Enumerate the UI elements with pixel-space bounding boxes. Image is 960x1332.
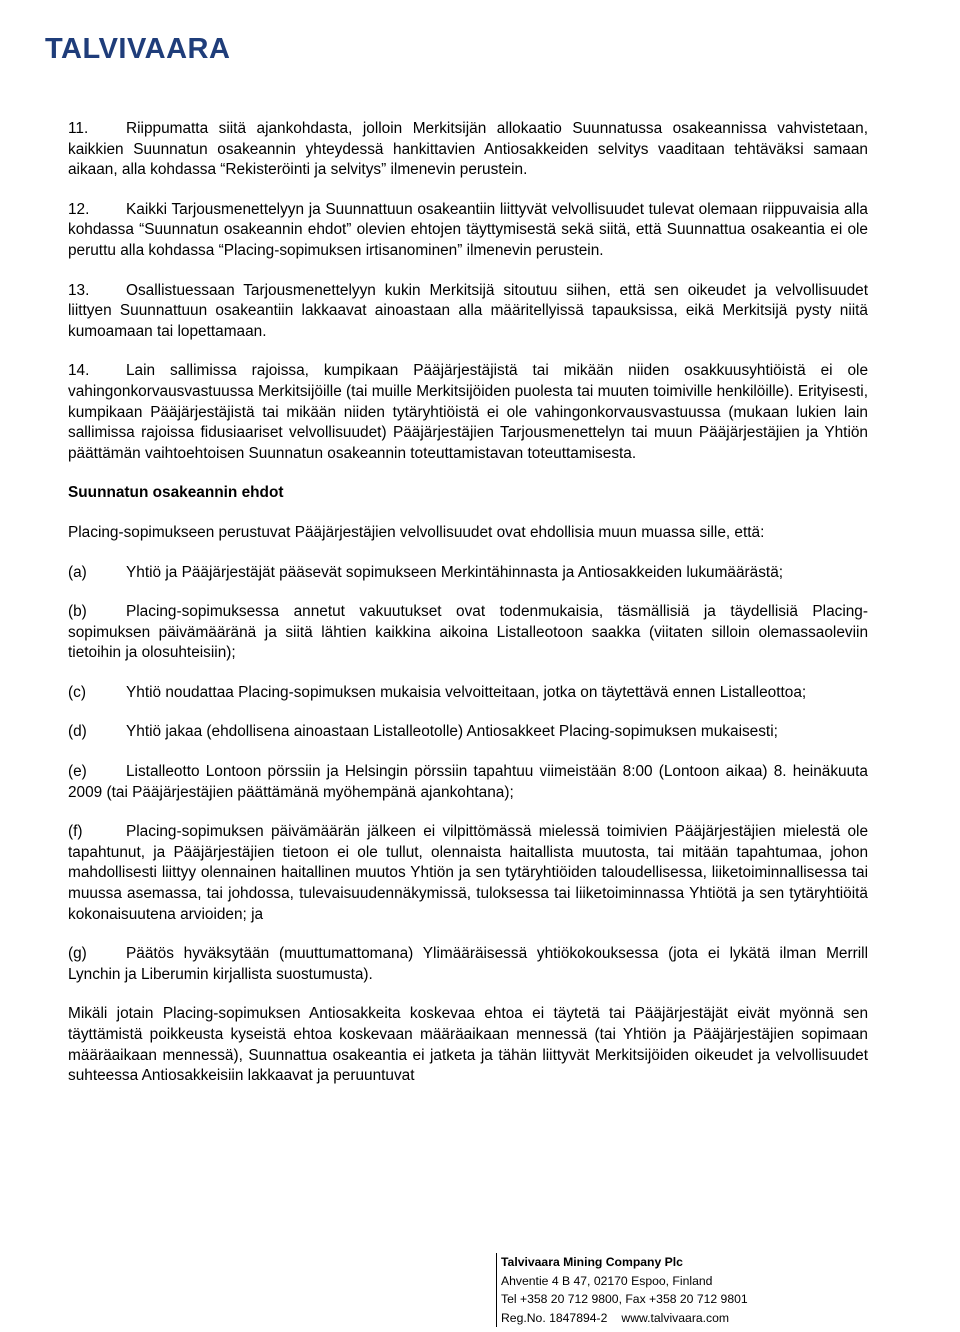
footer-phone: Tel +358 20 712 9800, Fax +358 20 712 9801 (501, 1292, 748, 1306)
condition-text: Placing-sopimuksessa annetut vakuutukset ovat todenmukaisia, täsmällisiä ja täydellisiä Placing-sopimuksen päivämääränä ja siitä lähtien kaikkina aikoina Listalleotoon saakka (viitaten silloin olemassaoleviin tietoihin ja olosuhteisiin); (68, 603, 868, 662)
paragraph-text: Riippumatta siitä ajankohdasta, jolloin Merkitsijän allokaatio Suunnatussa osakeannissa vahvistetaan, kaikkien Suunnatun osakeannin yhteydessä hankittavien Antiosakkeiden selvitys vaaditaan tehtäväksi samaan aikaan, alla kohdassa “Rekisteröinti ja selvitys” ilmenevin perustein. (68, 120, 868, 179)
numbered-paragraph-12 (68, 200, 868, 262)
footer-website-link[interactable]: www.talvivaara.com (621, 1310, 730, 1325)
condition-label: (e) (68, 763, 87, 781)
numbered-paragraph-11 (68, 119, 868, 181)
condition-label: (a) (68, 563, 87, 581)
footer-address: Ahventie 4 B 47, 02170 Espoo, Finland (501, 1273, 713, 1288)
condition-text: Listalleotto Lontoon pörssiin ja Helsingin pörssiin tapahtuu viimeistään 8:00 (Lontoon aikaa) 8. heinäkuuta 2009 (tai Pääjärjestäjien päättämänä myöhempänä ajankohtana); (68, 763, 868, 801)
footer-company-name: Talvivaara Mining Company Plc (501, 1255, 683, 1269)
condition-label: (f) (68, 823, 83, 841)
section-heading: Suunnatun osakeannin ehdot (68, 484, 284, 502)
paragraph-text: Osallistuessaan Tarjousmenettelyyn kukin Merkitsijä sitoutuu siihen, että sen oikeudet ja velvollisuudet liittyen Suunnattuun osakeantiin lakkaavat ainoastaan alla määritellyissä tapauksissa, eikä Merkitsijä pysty niitä kumoamaan tai lopettamaan. (68, 281, 868, 340)
footer-registration-line (501, 1309, 941, 1328)
paragraph-number: 11. (68, 120, 89, 137)
condition-text: Yhtiö jakaa (ehdollisena ainoastaan Listalleotolle) Antiosakkeet Placing-sopimuksen mukaisesti; (126, 723, 778, 741)
condition-g (68, 944, 868, 985)
closing-paragraph: Mikäli jotain Placing-sopimuksen Antiosakkeita koskevaa ehtoa ei täytetä tai Pääjärjestäjät eivät myönnä sen täyttämistä poikkeusta kyseistä ehtoa koskevaan määräaikaan mennessä (tai Yhtiön ja Pääjärjestäjien sopimaan määräaikaan mennessä), Suunnattua osakeantia ei jatketa ja tähän liittyvät Merkitsijöiden oikeudet ja velvollisuudet suhteessa Antiosakkeisiin lakkaavat ja peruuntuvat (68, 1005, 868, 1085)
condition-label: (g) (68, 945, 87, 963)
condition-text: Yhtiö ja Pääjärjestäjät pääsevät sopimukseen Merkintähinnasta ja Antiosakkeiden lukumäärästä; (126, 563, 784, 581)
document-body (68, 119, 868, 1106)
condition-text: Yhtiö noudattaa Placing-sopimuksen mukaisia velvoitteitaan, jotka on täytettävä ennen Listalleottoa; (126, 683, 807, 701)
footer-reg-number: Reg.No. 1847894-2 (501, 1310, 608, 1325)
condition-text: Päätös hyväksytään (muuttumattomana) Ylimääräisessä yhtiökokouksessa (jota ei lykätä ilman Merrill Lynchin ja Liberumin kirjallista suostumusta). (68, 945, 868, 983)
company-logo: TALVIVAARA (45, 33, 231, 65)
section-intro: Placing-sopimukseen perustuvat Pääjärjestäjien velvollisuudet ovat ehdollisia muun muassa sille, että: (68, 523, 765, 541)
condition-c (68, 683, 868, 704)
company-footer (496, 1253, 941, 1327)
paragraph-text: Kaikki Tarjousmenettelyyn ja Suunnattuun osakeantiin liittyvät velvollisuudet tulevat olemaan riippuvaisia alla kohdassa “Suunnatun osakeannin ehdot” olevien ehtojen täyttymisestä sekä siitä, että Suunnattua osakeantia ei ole peruttu alla kohdassa “Placing-sopimuksen irtisanominen” ilmenevin perustein. (68, 200, 868, 259)
condition-label: (b) (68, 603, 87, 621)
condition-label: (d) (68, 723, 87, 741)
condition-text: Placing-sopimuksen päivämäärän jälkeen ei vilpittömässä mielessä toimivien Pääjärjestäjien mielestä ole tapahtunut, ja Pääjärjestäjien tietoon ei ole tullut, olennaista haitallista muutosta, tai mitään tapahtumaa, johon mahdollisesti liittyy olennainen haitallinen muutos Yhtiön ja sen tytäryhtiöiden taloudellisessa, liiketoiminnallisessa tai muussa asemassa, tai johdossa, tulevaisuudennäkymissä, tuloksessa tai liiketoiminnassa Yhtiötä ja sen tytäryhtiöitä kokonaisuutena arvioiden; ja (68, 823, 868, 923)
condition-e (68, 762, 868, 803)
paragraph-number: 13. (68, 281, 90, 299)
paragraph-number: 12. (68, 200, 90, 218)
condition-b (68, 602, 868, 664)
numbered-paragraph-13 (68, 281, 868, 343)
condition-label: (c) (68, 683, 86, 701)
condition-f (68, 822, 868, 925)
numbered-paragraph-14 (68, 361, 868, 464)
condition-a (68, 563, 868, 584)
paragraph-number: 14. (68, 362, 90, 380)
paragraph-text: Lain sallimissa rajoissa, kumpikaan Pääjärjestäjistä tai mikään niiden osakkuusyhtiöistä ei ole vahingonkorvausvastuussa Merkitsijöille (tai muille Merkitsijöiden puolesta tai muuten toimiville henkilöille). Erityisesti, kumpikaan Pääjärjestäjistä tai mikään niiden tytäryhtiöistä ei ole vahingonkorvausvastuussa (mukaan lukien lain sallimissa rajoissa fidusiaariset velvollisuudet) Pääjärjestäjien Tarjousmenettelyn tai muun Pääjärjestäjien ja Yhtiön päättämän vaihtoehtoisen Suunnatun osakeannin toteuttamistavan toteuttamisesta. (68, 362, 868, 462)
condition-d (68, 722, 868, 743)
